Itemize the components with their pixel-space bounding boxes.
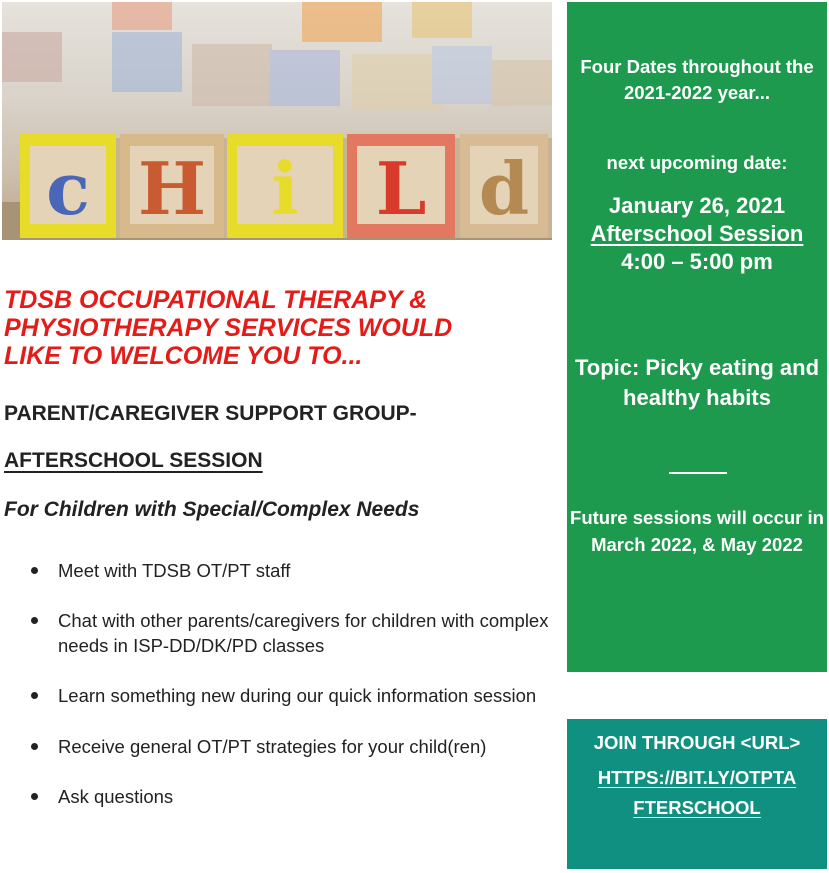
letter-block-d	[460, 134, 552, 238]
join-label: JOIN THROUGH <URL>	[593, 732, 801, 753]
join-box	[567, 719, 827, 869]
next-date-label: next upcoming date:	[606, 152, 788, 173]
list-item	[30, 683, 550, 708]
block-letter: H	[137, 146, 207, 231]
support-group-title: PARENT/CAREGIVER SUPPORT GROUP-	[4, 402, 417, 425]
bullet-icon	[31, 692, 38, 699]
join-link-line-2: FTERSCHOOL	[633, 797, 761, 818]
front-blocks	[20, 134, 552, 238]
headline-line-3: LIKE TO WELCOME YOU TO...	[4, 342, 363, 370]
letter-block-l	[347, 134, 463, 238]
session-topic: Topic: Picky eating and healthy habits	[574, 355, 820, 410]
future-sessions: Future sessions will occur in March 2022, & May 2022	[570, 507, 824, 555]
list-item-text: Chat with other parents/caregivers for children with complex needs in ISP-DD/DK/PD classes	[58, 610, 549, 656]
list-item-text: Meet with TDSB OT/PT staff	[58, 560, 291, 581]
dates-intro: Four Dates throughout the 2021-2022 year...	[580, 56, 814, 103]
list-item-text: Ask questions	[58, 786, 174, 807]
divider	[669, 472, 727, 474]
block-letter: c	[46, 146, 90, 231]
list-item	[30, 558, 550, 583]
bullet-icon	[31, 567, 38, 574]
letter-block-c	[20, 134, 124, 238]
bullet-icon	[31, 743, 38, 750]
bullet-icon	[31, 793, 38, 800]
welcome-headline	[4, 286, 534, 370]
block-letter: L	[375, 146, 427, 231]
session-info-panel	[567, 2, 827, 672]
list-item	[30, 784, 550, 809]
block-letter: d	[478, 146, 530, 231]
list-item	[30, 608, 550, 658]
bullet-icon	[31, 617, 38, 624]
session-type: Afterschool Session	[590, 221, 804, 246]
letter-block-i	[227, 134, 351, 238]
headline-line-2: PHYSIOTHERAPY SERVICES WOULD	[4, 314, 453, 342]
block-letter: i	[271, 146, 299, 231]
join-link-line-1: HTTPS://BIT.LY/OTPTA	[597, 767, 797, 788]
letter-block-h	[120, 134, 232, 238]
join-link[interactable]	[567, 763, 827, 823]
blocks-illustration	[2, 2, 552, 240]
session-date: January 26, 2021	[608, 193, 786, 218]
session-details	[567, 192, 827, 276]
headline-line-1: TDSB OCCUPATIONAL THERAPY &	[4, 286, 428, 314]
list-item-text: Learn something new during our quick information session	[58, 685, 537, 706]
session-time: 4:00 – 5:00 pm	[621, 249, 773, 274]
afterschool-session-title: AFTERSCHOOL SESSION	[4, 449, 263, 472]
list-item-text: Receive general OT/PT strategies for your child(ren)	[58, 736, 487, 757]
list-item	[30, 734, 550, 759]
benefits-list	[30, 558, 550, 809]
audience-subtitle: For Children with Special/Complex Needs	[4, 498, 420, 521]
hero-photo	[2, 2, 552, 240]
background-blocks	[2, 2, 552, 110]
